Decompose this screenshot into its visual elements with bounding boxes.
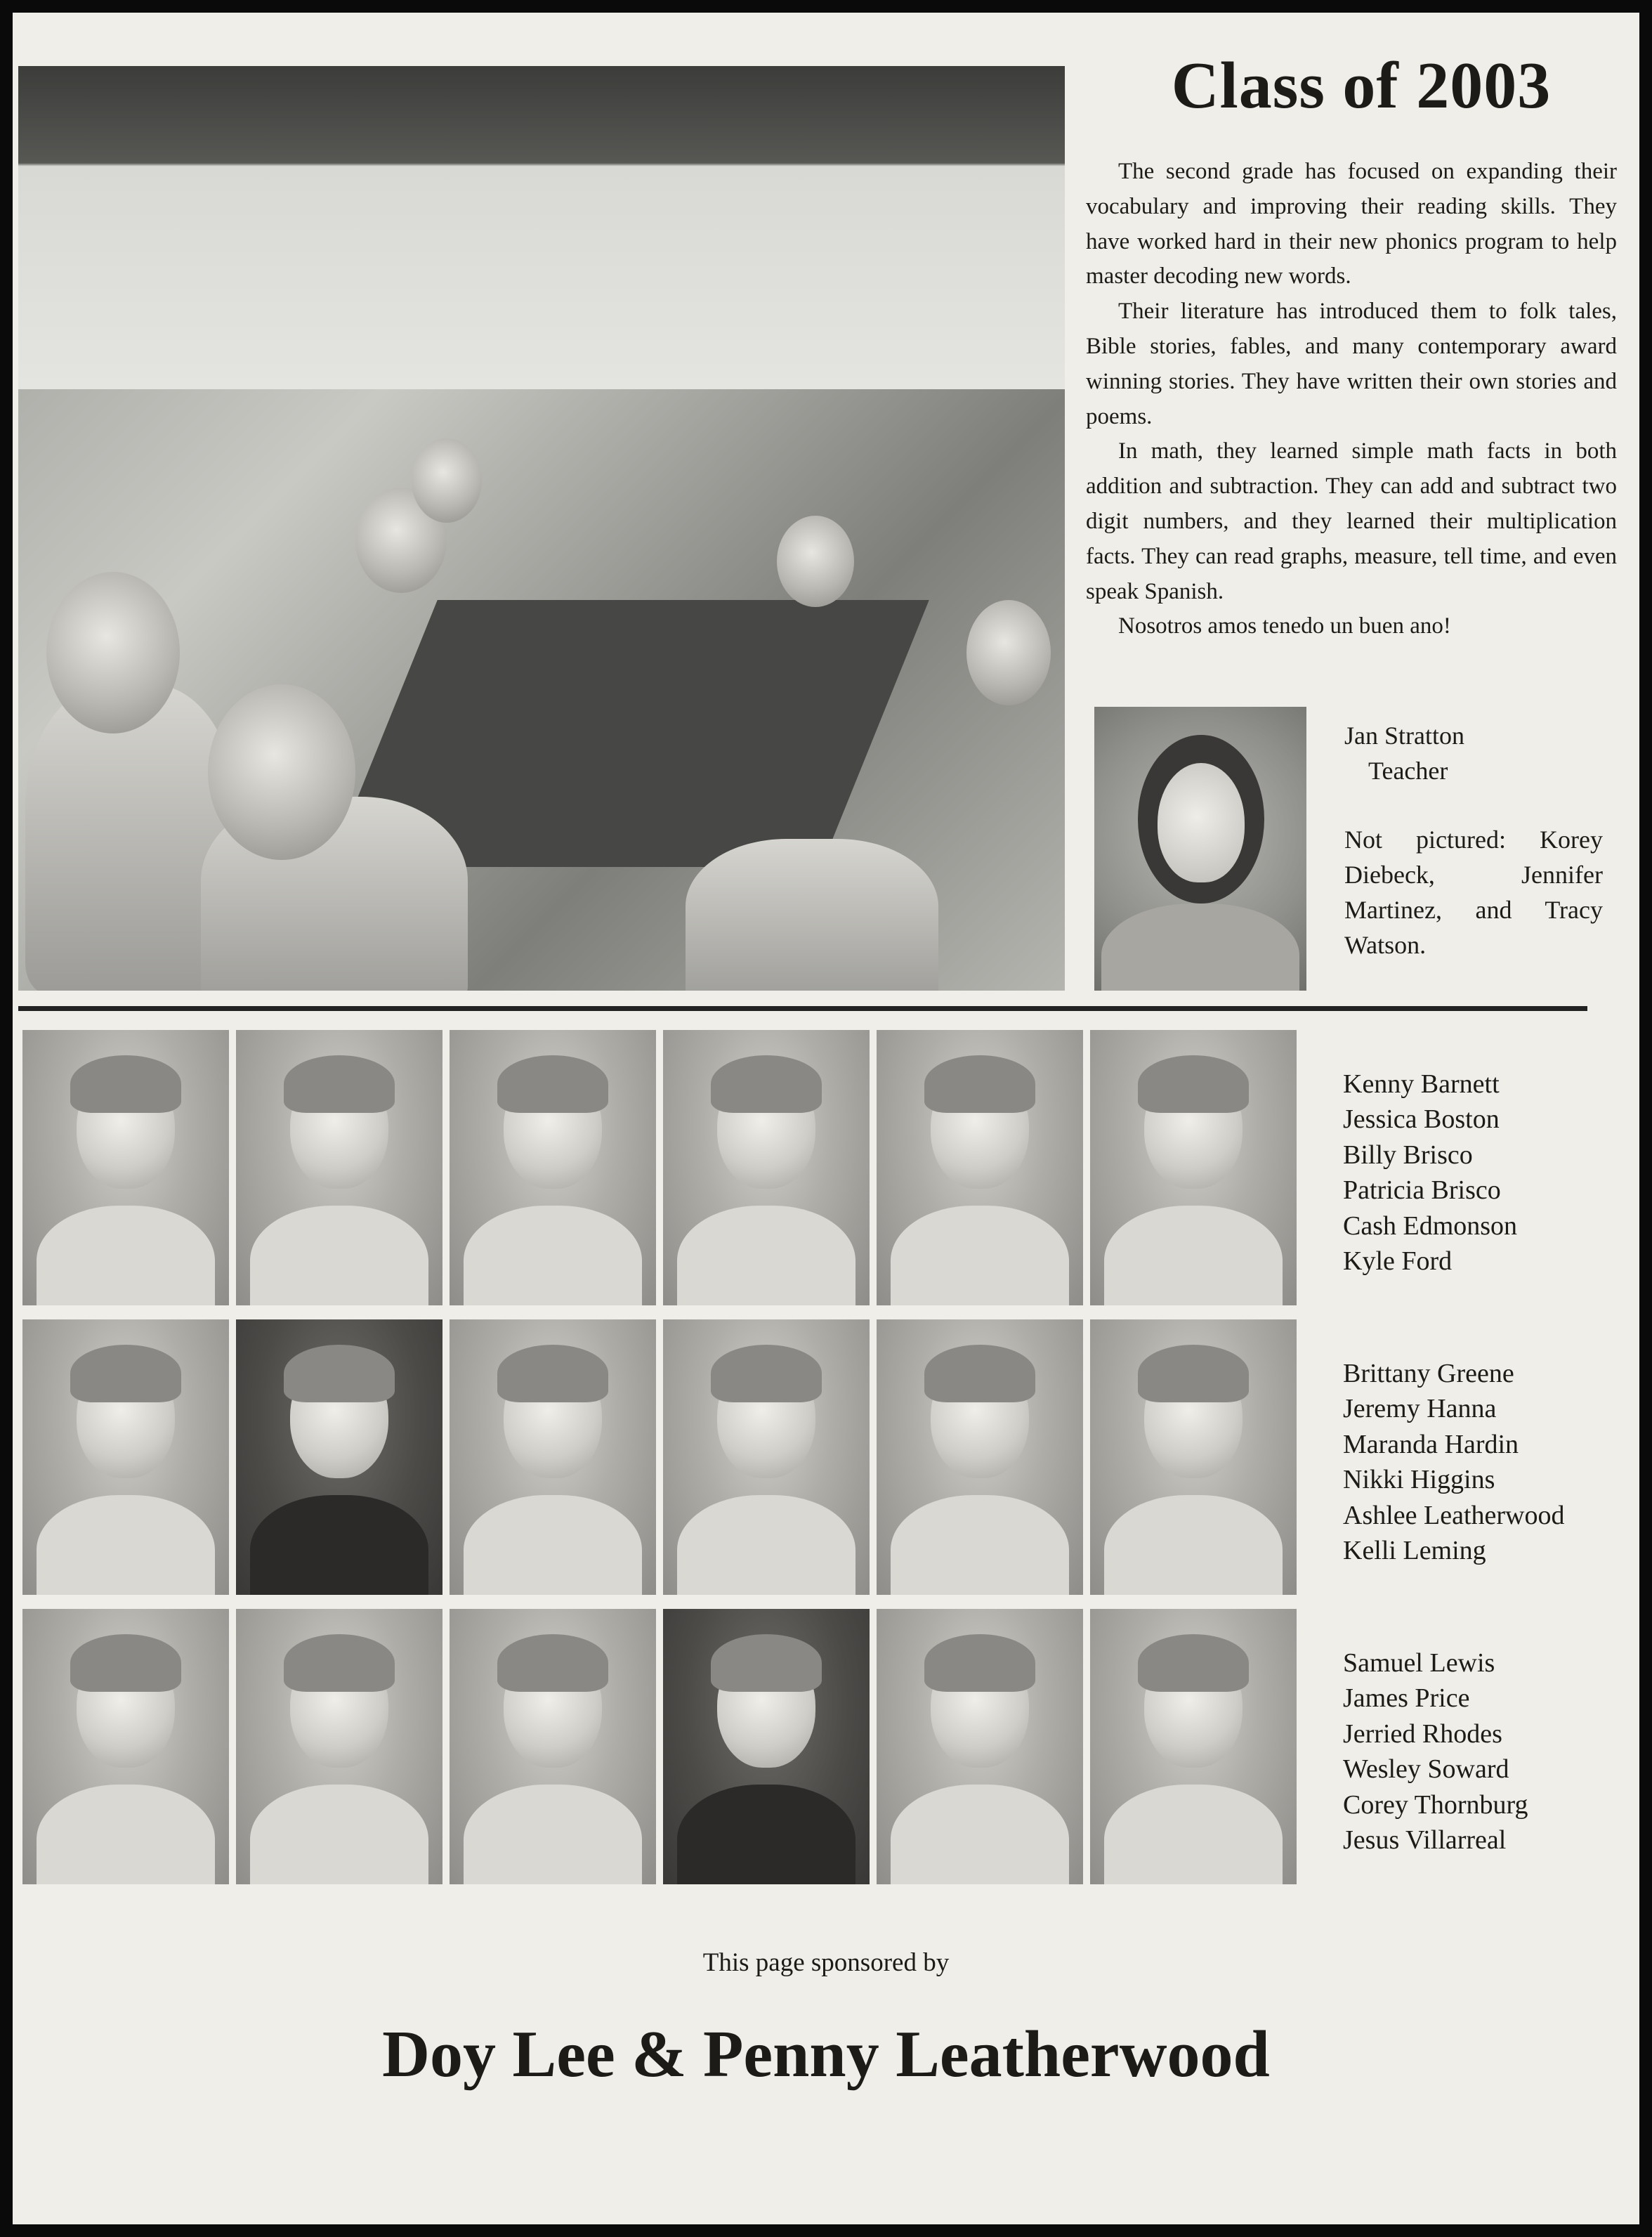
portrait-shirt: [37, 1495, 215, 1595]
teacher-role: Teacher: [1368, 757, 1448, 785]
portrait-shirt: [677, 1206, 855, 1305]
student-name: Jesus Villarreal: [1343, 1825, 1507, 1856]
portrait-shirt: [250, 1206, 428, 1305]
student-portrait: [450, 1319, 656, 1595]
teacher-caption: [1344, 718, 1603, 963]
portrait-hair: [284, 1345, 395, 1402]
portrait-shirt: [250, 1785, 428, 1884]
intro-text: [1086, 155, 1617, 644]
portrait-hair: [70, 1634, 181, 1692]
teacher-face: [1158, 763, 1245, 882]
student-portrait: [450, 1030, 656, 1305]
not-pictured-note: Not pictured: Korey Diebeck, Jennifer Martinez, and Tracy Watson.: [1344, 826, 1603, 959]
student-portrait: [1090, 1609, 1297, 1884]
portrait-shirt: [464, 1206, 642, 1305]
classroom-lunch-photo: [18, 66, 1065, 991]
portrait-shirt: [250, 1495, 428, 1595]
sponsor-label: This page sponsored by: [702, 1948, 950, 1977]
student-name: Ashlee Leatherwood: [1343, 1500, 1565, 1530]
student-portrait: [1090, 1030, 1297, 1305]
portrait-hair: [924, 1345, 1035, 1402]
portrait-shirt: [1104, 1785, 1283, 1884]
student-portrait: [236, 1319, 442, 1595]
portrait-hair: [1138, 1055, 1249, 1113]
names-row-3: [1343, 1645, 1638, 1858]
portrait-hair: [284, 1634, 395, 1692]
student-portrait: [236, 1030, 442, 1305]
child-face: [46, 572, 180, 733]
child-figure: [686, 839, 938, 991]
portrait-hair: [711, 1345, 822, 1402]
portrait-shirt: [37, 1785, 215, 1884]
student-name: Corey Thornburg: [1343, 1789, 1528, 1820]
student-name: James Price: [1343, 1683, 1470, 1714]
portrait-hair: [924, 1634, 1035, 1692]
portrait-hair: [1138, 1345, 1249, 1402]
portrait-hair: [70, 1055, 181, 1113]
page-title: Class of 2003: [1171, 49, 1552, 122]
portrait-shirt: [677, 1785, 855, 1884]
student-name: Jeremy Hanna: [1343, 1394, 1497, 1424]
student-name: Cash Edmonson: [1343, 1211, 1518, 1241]
student-portrait: [663, 1319, 870, 1595]
portrait-hair: [711, 1055, 822, 1113]
intro-paragraph: Their literature has introduced them to folk tales, Bible stories, fables, and many contemporary award winning stories. They have written their own stories and poems.: [1086, 299, 1617, 429]
student-portrait: [1090, 1319, 1297, 1595]
portrait-hair: [497, 1345, 608, 1402]
portrait-shirt: [677, 1495, 855, 1595]
classroom-wall: [18, 66, 1065, 389]
names-row-1: [1343, 1067, 1638, 1279]
student-name: Jerried Rhodes: [1343, 1718, 1502, 1749]
student-portrait: [22, 1609, 229, 1884]
portrait-shirt: [891, 1206, 1069, 1305]
portrait-shirt: [891, 1785, 1069, 1884]
portrait-hair: [497, 1634, 608, 1692]
intro-paragraph: The second grade has focused on expanding their vocabulary and improving their reading skills. They have worked hard in their new phonics program to help master decoding new words.: [1086, 159, 1617, 289]
student-name: Maranda Hardin: [1343, 1429, 1519, 1459]
student-portrait: [450, 1609, 656, 1884]
portrait-shirt: [1104, 1495, 1283, 1595]
child-face: [777, 516, 854, 607]
student-portrait: [663, 1609, 870, 1884]
student-name: Kyle Ford: [1343, 1246, 1453, 1277]
teacher-shirt: [1101, 904, 1299, 991]
student-name: Samuel Lewis: [1343, 1648, 1495, 1678]
student-portrait: [22, 1319, 229, 1595]
portrait-hair: [70, 1345, 181, 1402]
student-portrait: [22, 1030, 229, 1305]
student-name: Brittany Greene: [1343, 1359, 1514, 1388]
student-portrait: [877, 1030, 1083, 1305]
student-name: Wesley Soward: [1343, 1754, 1509, 1785]
portrait-shirt: [1104, 1206, 1283, 1305]
portrait-shirt: [464, 1495, 642, 1595]
child-face: [966, 600, 1051, 705]
student-name: Nikki Higgins: [1343, 1465, 1495, 1495]
portrait-hair: [924, 1055, 1035, 1113]
student-portrait: [877, 1319, 1083, 1595]
sponsor-name: Doy Lee & Penny Leatherwood: [382, 2018, 1270, 2091]
student-name: Patricia Brisco: [1343, 1175, 1501, 1206]
child-face: [412, 438, 482, 523]
intro-paragraph: Nosotros amos tenedo un buen ano!: [1118, 613, 1451, 639]
portrait-shirt: [464, 1785, 642, 1884]
student-name: Kenny Barnett: [1343, 1069, 1500, 1099]
child-face: [208, 684, 355, 860]
teacher-name: Jan Stratton: [1344, 722, 1464, 750]
section-divider: [18, 1006, 1587, 1011]
portrait-hair: [497, 1055, 608, 1113]
intro-paragraph: In math, they learned simple math facts in both addition and subtraction. They can add and subtract two digit numbers, and they learned their multiplication facts. They can read graphs, measure, tell time, and even speak Spanish.: [1086, 438, 1617, 604]
student-portrait: [236, 1609, 442, 1884]
student-name: Billy Brisco: [1343, 1140, 1473, 1170]
student-portrait: [663, 1030, 870, 1305]
student-portrait: [877, 1609, 1083, 1884]
portrait-shirt: [891, 1495, 1069, 1595]
student-name: Jessica Boston: [1343, 1104, 1500, 1135]
student-name: Kelli Leming: [1343, 1536, 1486, 1566]
teacher-portrait: [1094, 707, 1306, 991]
portrait-hair: [284, 1055, 395, 1113]
portrait-shirt: [37, 1206, 215, 1305]
portrait-hair: [711, 1634, 822, 1692]
yearbook-page: [13, 13, 1639, 2224]
names-row-2: [1343, 1356, 1638, 1568]
portrait-hair: [1138, 1634, 1249, 1692]
